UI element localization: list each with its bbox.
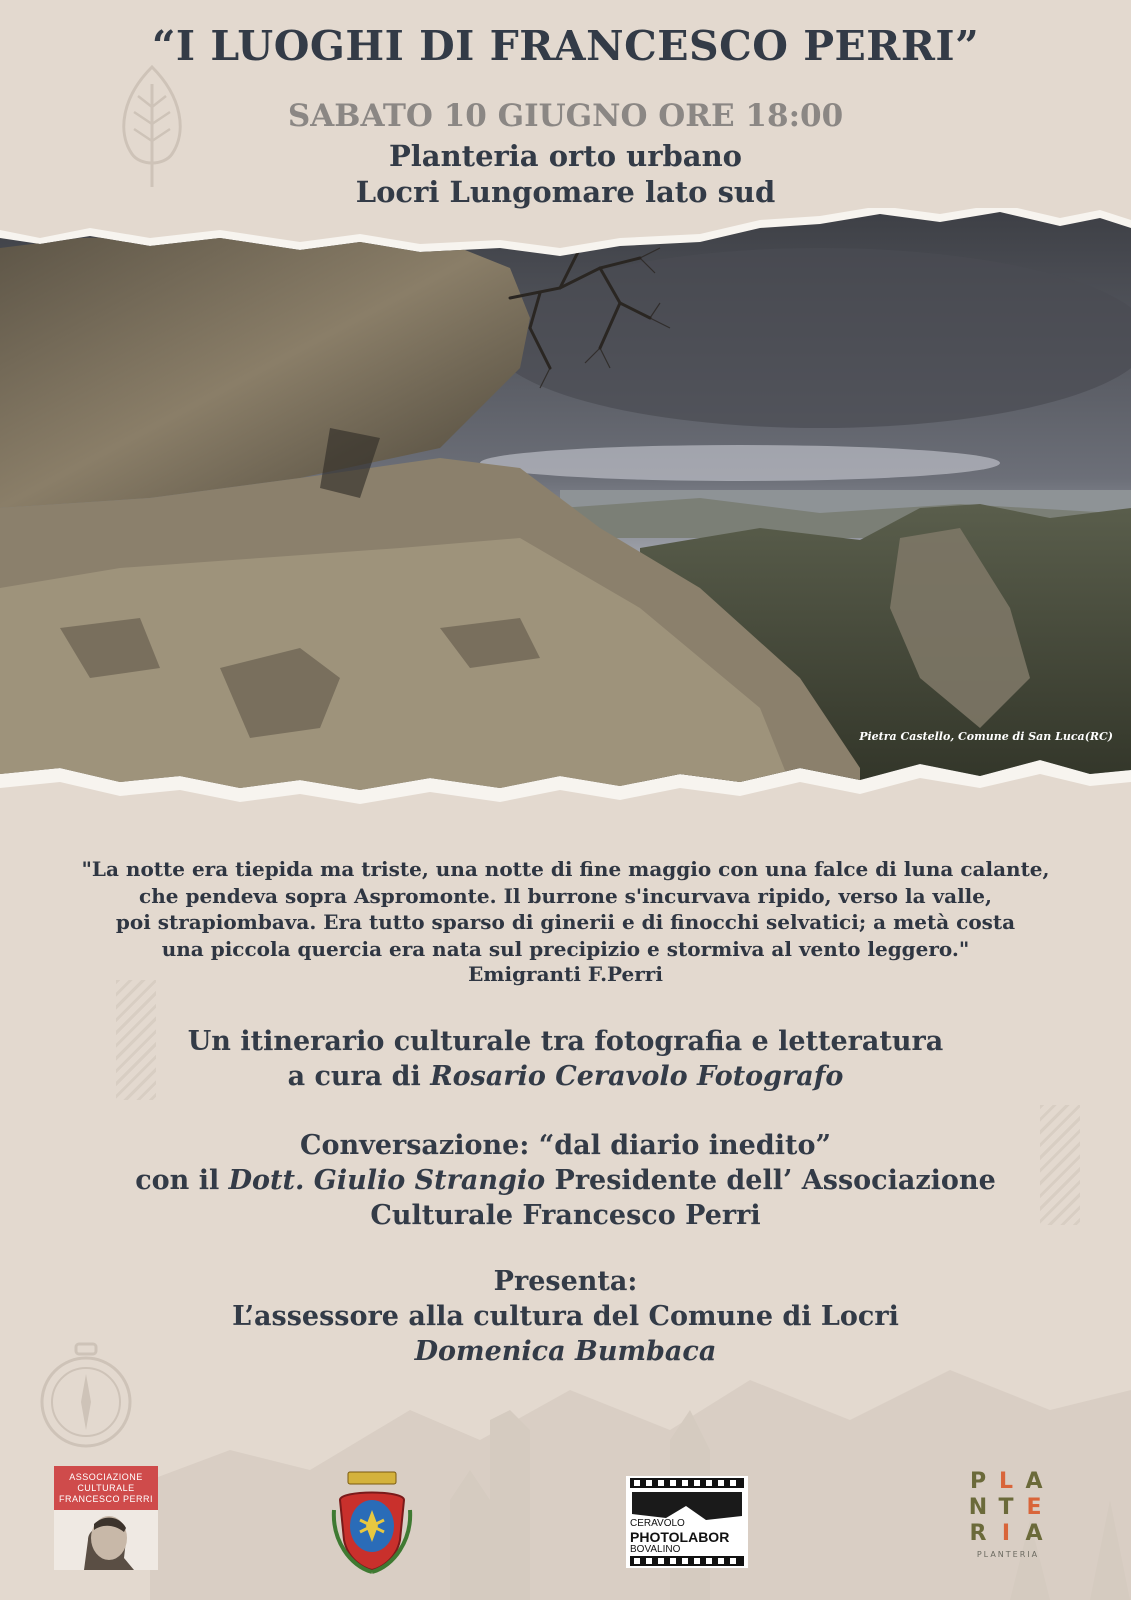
ceravolo-line: BOVALINO — [630, 1544, 681, 1555]
comune-crest-icon — [330, 1470, 414, 1574]
ceravolo-line: CERAVOLO — [630, 1518, 685, 1529]
assoc-line: CULTURALE — [77, 1483, 135, 1493]
event-date: SABATO 10 GIUGNO ORE 18:00 — [287, 98, 844, 134]
planteria-name: PLANTERIA — [976, 1550, 1040, 1559]
presenter-name — [0, 1334, 1131, 1369]
planteria-letter: P — [969, 1469, 987, 1494]
planteria-letter: T — [998, 1495, 1014, 1520]
itinerary-line — [0, 1059, 1131, 1094]
speaker-name: Dott. Giulio Strangio — [228, 1165, 546, 1196]
associazione-logo — [54, 1466, 158, 1570]
assoc-line: ASSOCIAZIONE — [69, 1472, 143, 1482]
poster-title: “I LUOGHI DI FRANCESCO PERRI” — [151, 22, 980, 70]
planteria-letters — [966, 1470, 1050, 1546]
quote-line: una piccola quercia era nata sul precipizio e stormiva al vento leggero." — [161, 936, 970, 961]
ceravolo-text — [630, 1518, 729, 1556]
curator-prefix: a cura di — [287, 1061, 431, 1092]
presenter-role: L’assessore alla cultura del Comune di Locri — [232, 1301, 899, 1332]
presenter-name-text: Domenica Bumbaca — [414, 1336, 717, 1367]
itinerary-block — [0, 1024, 1131, 1094]
presenter-block — [0, 1264, 1131, 1369]
planteria-letter: E — [1026, 1495, 1042, 1520]
quote-line: che pendeva sopra Aspromonte. Il burrone s'incurvava ripido, verso la valle, — [139, 883, 992, 908]
planteria-letter: A — [1025, 1521, 1043, 1546]
planteria-letter: L — [998, 1469, 1014, 1494]
portrait-image — [54, 1510, 158, 1570]
quote-author: Emigranti F.Perri — [468, 962, 663, 986]
quote-line: poi strapiombava. Era tutto sparso di ginerii e di finocchi selvatici; a metà costa — [115, 910, 1016, 934]
event-venue — [0, 138, 1131, 210]
ceravolo-photolabor-logo — [626, 1476, 748, 1568]
literary-quote — [40, 856, 1091, 962]
ceravolo-line: PHOTOLABOR — [630, 1529, 730, 1545]
itinerary-line: Un itinerario culturale tra fotografia e letteratura — [187, 1026, 944, 1057]
assoc-line: FRANCESCO PERRI — [58, 1494, 153, 1504]
conversation-title: Conversazione: “dal diario inedito” — [300, 1130, 831, 1161]
associazione-logo-text — [54, 1466, 158, 1505]
photo-caption: Pietra Castello, Comune di San Luca(RC) — [859, 730, 1113, 743]
quote-line: "La notte era tiepida ma triste, una notte di fine maggio con una falce di luna calante, — [81, 857, 1050, 881]
planteria-letter: R — [969, 1521, 987, 1546]
planteria-letter: A — [1025, 1469, 1043, 1494]
conversation-block — [0, 1128, 1131, 1233]
speaker-prefix: con il — [135, 1165, 229, 1196]
venue-line: Planteria orto urbano — [388, 139, 743, 173]
venue-line: Locri Lungomare lato sud — [355, 175, 776, 209]
speaker-role: Presidente dell’ Associazione — [545, 1165, 996, 1196]
planteria-logo — [966, 1470, 1050, 1574]
planteria-letter: N — [968, 1495, 988, 1520]
planteria-letter: I — [1001, 1521, 1011, 1546]
presenter-label: Presenta: — [493, 1266, 638, 1297]
landscape-photo — [0, 208, 1131, 808]
curator-name: Rosario Ceravolo Fotografo — [430, 1061, 844, 1092]
conversation-line: Culturale Francesco Perri — [370, 1200, 761, 1231]
conversation-line — [0, 1163, 1131, 1198]
